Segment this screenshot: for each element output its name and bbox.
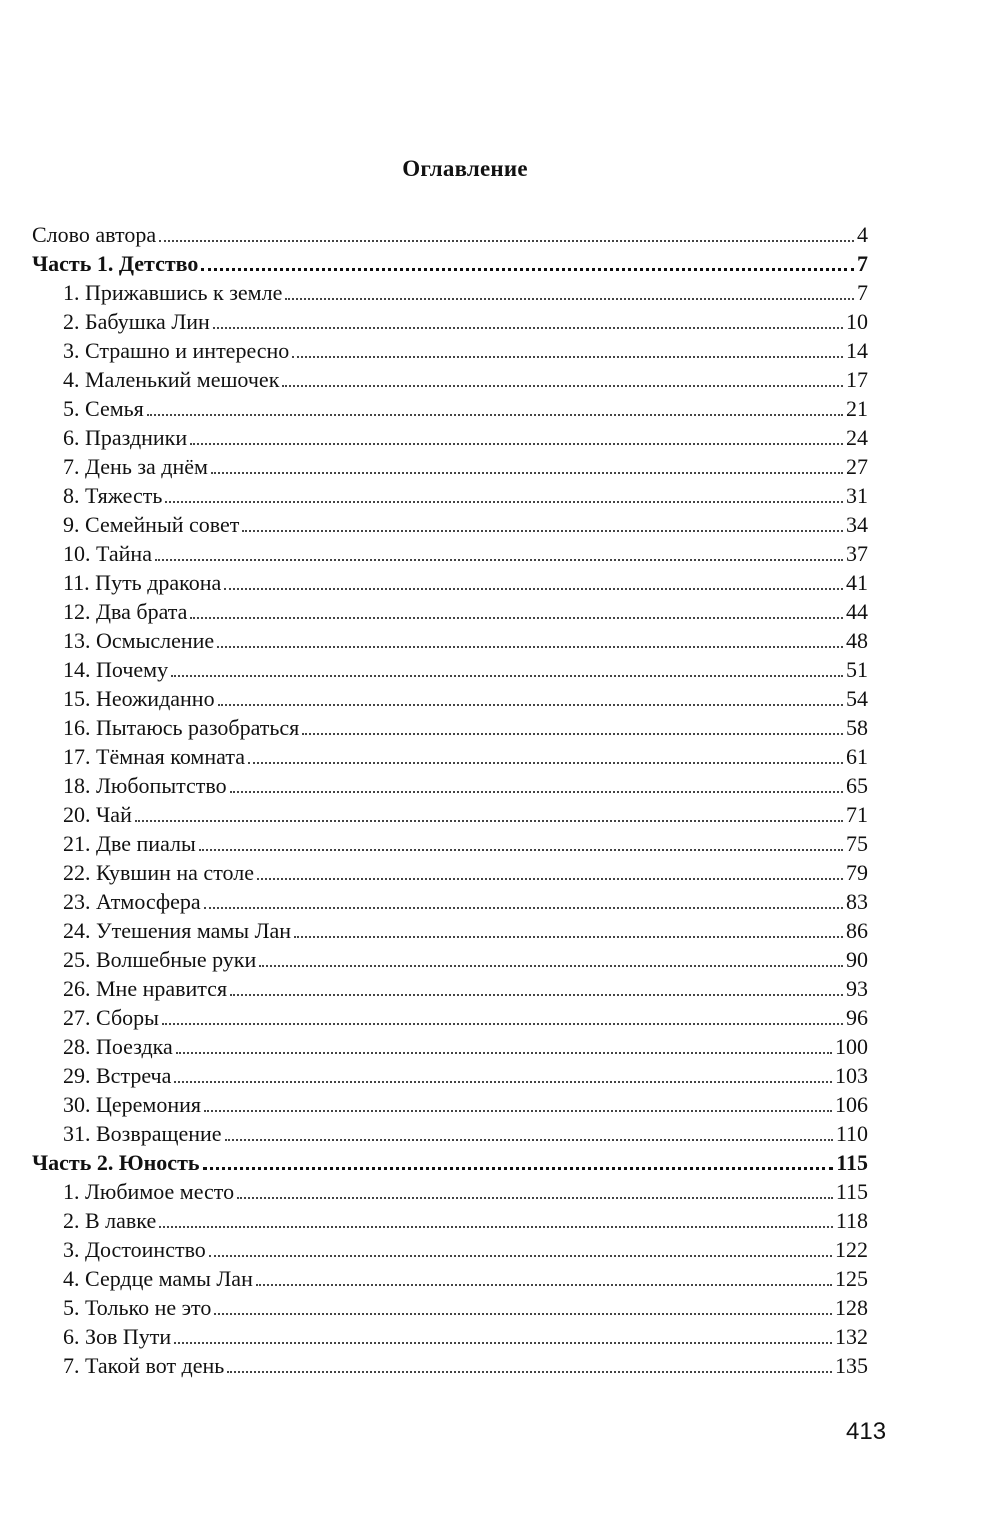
toc-entry-row [32,568,868,597]
toc-entry-title: 7. Такой вот день [63,1353,225,1378]
dot-leader [230,994,843,996]
dot-leader [248,762,843,764]
toc-part-row [32,249,868,278]
toc-entry-title: Слово автора [32,222,157,247]
toc-page-number: 44 [846,599,868,624]
toc-entry-title: 28. Поездка [63,1034,173,1059]
dot-leader [155,559,843,561]
dot-leader [171,675,843,677]
toc-entry-row [32,1090,868,1119]
toc-entry-row [32,800,868,829]
page-number: 413 [846,1418,887,1445]
dot-leader [211,472,843,474]
toc-entry-row [32,1264,868,1293]
toc-entry-row [32,510,868,539]
toc-page-number: 61 [846,744,868,769]
toc-entry-title: 4. Маленький мешочек [63,367,280,392]
toc-entry-row [32,974,868,1003]
toc-entry-row [32,916,868,945]
toc-part-title: Часть 1. Детство [32,251,199,276]
toc-entry-title: 2. Бабушка Лин [63,309,210,334]
dot-leader [230,791,843,793]
dot-leader [257,878,843,880]
dot-leader [242,530,843,532]
dot-leader [203,1167,834,1170]
toc-page-number: 37 [846,541,868,566]
toc-entry-title: 20. Чай [63,802,132,827]
toc-entry-row [32,539,868,568]
toc-page-number: 48 [846,628,868,653]
toc-entry-row [32,423,868,452]
toc-entry-title: 4. Сердце мамы Лан [63,1266,253,1291]
toc-entry-row [32,597,868,626]
toc-entry-title: 11. Путь дракона [63,570,222,595]
dot-leader [227,1371,832,1373]
dot-leader [285,298,854,300]
table-of-contents [32,220,868,1380]
toc-page-number: 86 [846,918,868,943]
toc-entry-title: 18. Любопытство [63,773,227,798]
toc-entry-title: 27. Сборы [63,1005,159,1030]
toc-entry-title: 6. Зов Пути [63,1324,172,1349]
toc-entry-row [32,887,868,916]
toc-entry-row [32,829,868,858]
toc-entry-title: 25. Волшебные руки [63,947,257,972]
toc-entry-title: 30. Церемония [63,1092,202,1117]
toc-page-number: 128 [835,1295,868,1320]
dot-leader [147,414,843,416]
toc-entry-title: 5. Семья [63,396,144,421]
toc-entry-row [32,1293,868,1322]
toc-entry-row [32,365,868,394]
dot-leader [162,1023,843,1025]
toc-page-number: 7 [857,280,868,305]
toc-page-number: 17 [846,367,868,392]
toc-page-number: 31 [846,483,868,508]
dot-leader [209,1255,832,1257]
toc-page-number: 14 [846,338,868,363]
toc-page-number: 122 [835,1237,868,1262]
toc-page-number: 115 [836,1150,868,1175]
toc-page-number: 110 [835,1121,868,1146]
toc-page-number: 132 [835,1324,868,1349]
toc-page-number: 106 [835,1092,868,1117]
dot-leader [282,385,843,387]
toc-entry-title: 24. Утешения мамы Лан [63,918,292,943]
toc-page-number: 24 [846,425,868,450]
dot-leader [204,1110,832,1112]
toc-entry-row [32,307,868,336]
dot-leader [237,1197,833,1199]
toc-page-number: 7 [857,251,868,276]
toc-entry-title: 6. Праздники [63,425,188,450]
toc-entry-title: 26. Мне нравится [63,976,228,1001]
toc-entry-row [32,1206,868,1235]
toc-part-title: Часть 2. Юность [32,1150,200,1175]
toc-entry-title: 3. Страшно и интересно [63,338,290,363]
dot-leader [199,849,843,851]
toc-page-number: 65 [846,773,868,798]
toc-entry-row [32,1322,868,1351]
toc-part-row [32,1148,868,1177]
toc-page-number: 27 [846,454,868,479]
toc-page-number: 10 [846,309,868,334]
toc-entry-row [32,655,868,684]
toc-page-number: 115 [835,1179,868,1204]
dot-leader [176,1052,832,1054]
toc-page-number: 58 [846,715,868,740]
dot-leader [190,617,843,619]
toc-entry-title: 29. Встреча [63,1063,172,1088]
dot-leader [256,1284,832,1286]
toc-page-number: 103 [835,1063,868,1088]
toc-page-number: 90 [846,947,868,972]
toc-entry-row [32,452,868,481]
toc-entry-row [32,626,868,655]
toc-entry-row [32,945,868,974]
dot-leader [218,704,843,706]
toc-entry-row [32,1177,868,1206]
toc-entry-title: 22. Кувшин на столе [63,860,254,885]
toc-page-number: 4 [857,222,868,247]
toc-entry-row [32,1032,868,1061]
toc-entry-title: 1. Прижавшись к земле [63,280,283,305]
toc-entry-row [32,394,868,423]
toc-page-number: 79 [846,860,868,885]
toc-entry-title: 9. Семейный совет [63,512,240,537]
toc-entry-row [32,1351,868,1380]
dot-leader [214,1313,832,1315]
toc-page-number: 83 [846,889,868,914]
toc-page-number: 93 [846,976,868,1001]
dot-leader [174,1081,832,1083]
toc-page-number: 54 [846,686,868,711]
toc-entry-row [32,278,868,307]
toc-entry-title: 3. Достоинство [63,1237,206,1262]
toc-page-number: 75 [846,831,868,856]
toc-page-number: 51 [846,657,868,682]
toc-entry-title: 17. Тёмная комната [63,744,245,769]
toc-page-number: 100 [835,1034,868,1059]
toc-entry-row [32,1235,868,1264]
dot-leader [292,356,843,358]
dot-leader [217,646,843,648]
toc-entry-row [32,858,868,887]
toc-entry-row [32,684,868,713]
dot-leader [294,936,843,938]
toc-page-number: 71 [846,802,868,827]
dot-leader [190,443,843,445]
dot-leader [201,268,854,271]
toc-entry-title: 7. День за днём [63,454,208,479]
toc-entry-title: 13. Осмысление [63,628,215,653]
dot-leader [224,588,843,590]
dot-leader [204,907,843,909]
toc-entry-title: 16. Пытаюсь разобраться [63,715,300,740]
toc-entry-title: 5. Только не это [63,1295,212,1320]
dot-leader [174,1342,832,1344]
toc-page-number: 96 [846,1005,868,1030]
toc-entry-title: 23. Атмосфера [63,889,201,914]
toc-entry-row [32,336,868,365]
toc-entry-row [32,1061,868,1090]
toc-entry-row [32,713,868,742]
toc-entry-title: 21. Две пиалы [63,831,196,856]
toc-entry-title: 12. Два брата [63,599,188,624]
dot-leader [302,733,843,735]
toc-entry-title: 14. Почему [63,657,169,682]
toc-page-number: 125 [835,1266,868,1291]
toc-entry-title: 2. В лавке [63,1208,157,1233]
toc-entry-title: 15. Неожиданно [63,686,215,711]
toc-entry-row [32,771,868,800]
toc-page-number: 41 [846,570,868,595]
page-title: Оглавление [402,156,528,181]
toc-entry-row [32,742,868,771]
toc-page-number: 34 [846,512,868,537]
toc-entry-row [32,1003,868,1032]
dot-leader [213,327,843,329]
dot-leader [159,240,854,242]
dot-leader [165,501,843,503]
dot-leader [225,1139,833,1141]
toc-page-number: 21 [846,396,868,421]
toc-page-number: 135 [835,1353,868,1378]
dot-leader [259,965,843,967]
toc-entry-row [32,220,868,249]
toc-entry-row [32,1119,868,1148]
toc-entry-title: 1. Любимое место [63,1179,235,1204]
toc-entry-title: 8. Тяжесть [63,483,163,508]
dot-leader [159,1226,833,1228]
toc-entry-row [32,481,868,510]
toc-entry-title: 10. Тайна [63,541,152,566]
toc-entry-title: 31. Возвращение [63,1121,222,1146]
dot-leader [135,820,843,822]
toc-page-number: 118 [835,1208,868,1233]
